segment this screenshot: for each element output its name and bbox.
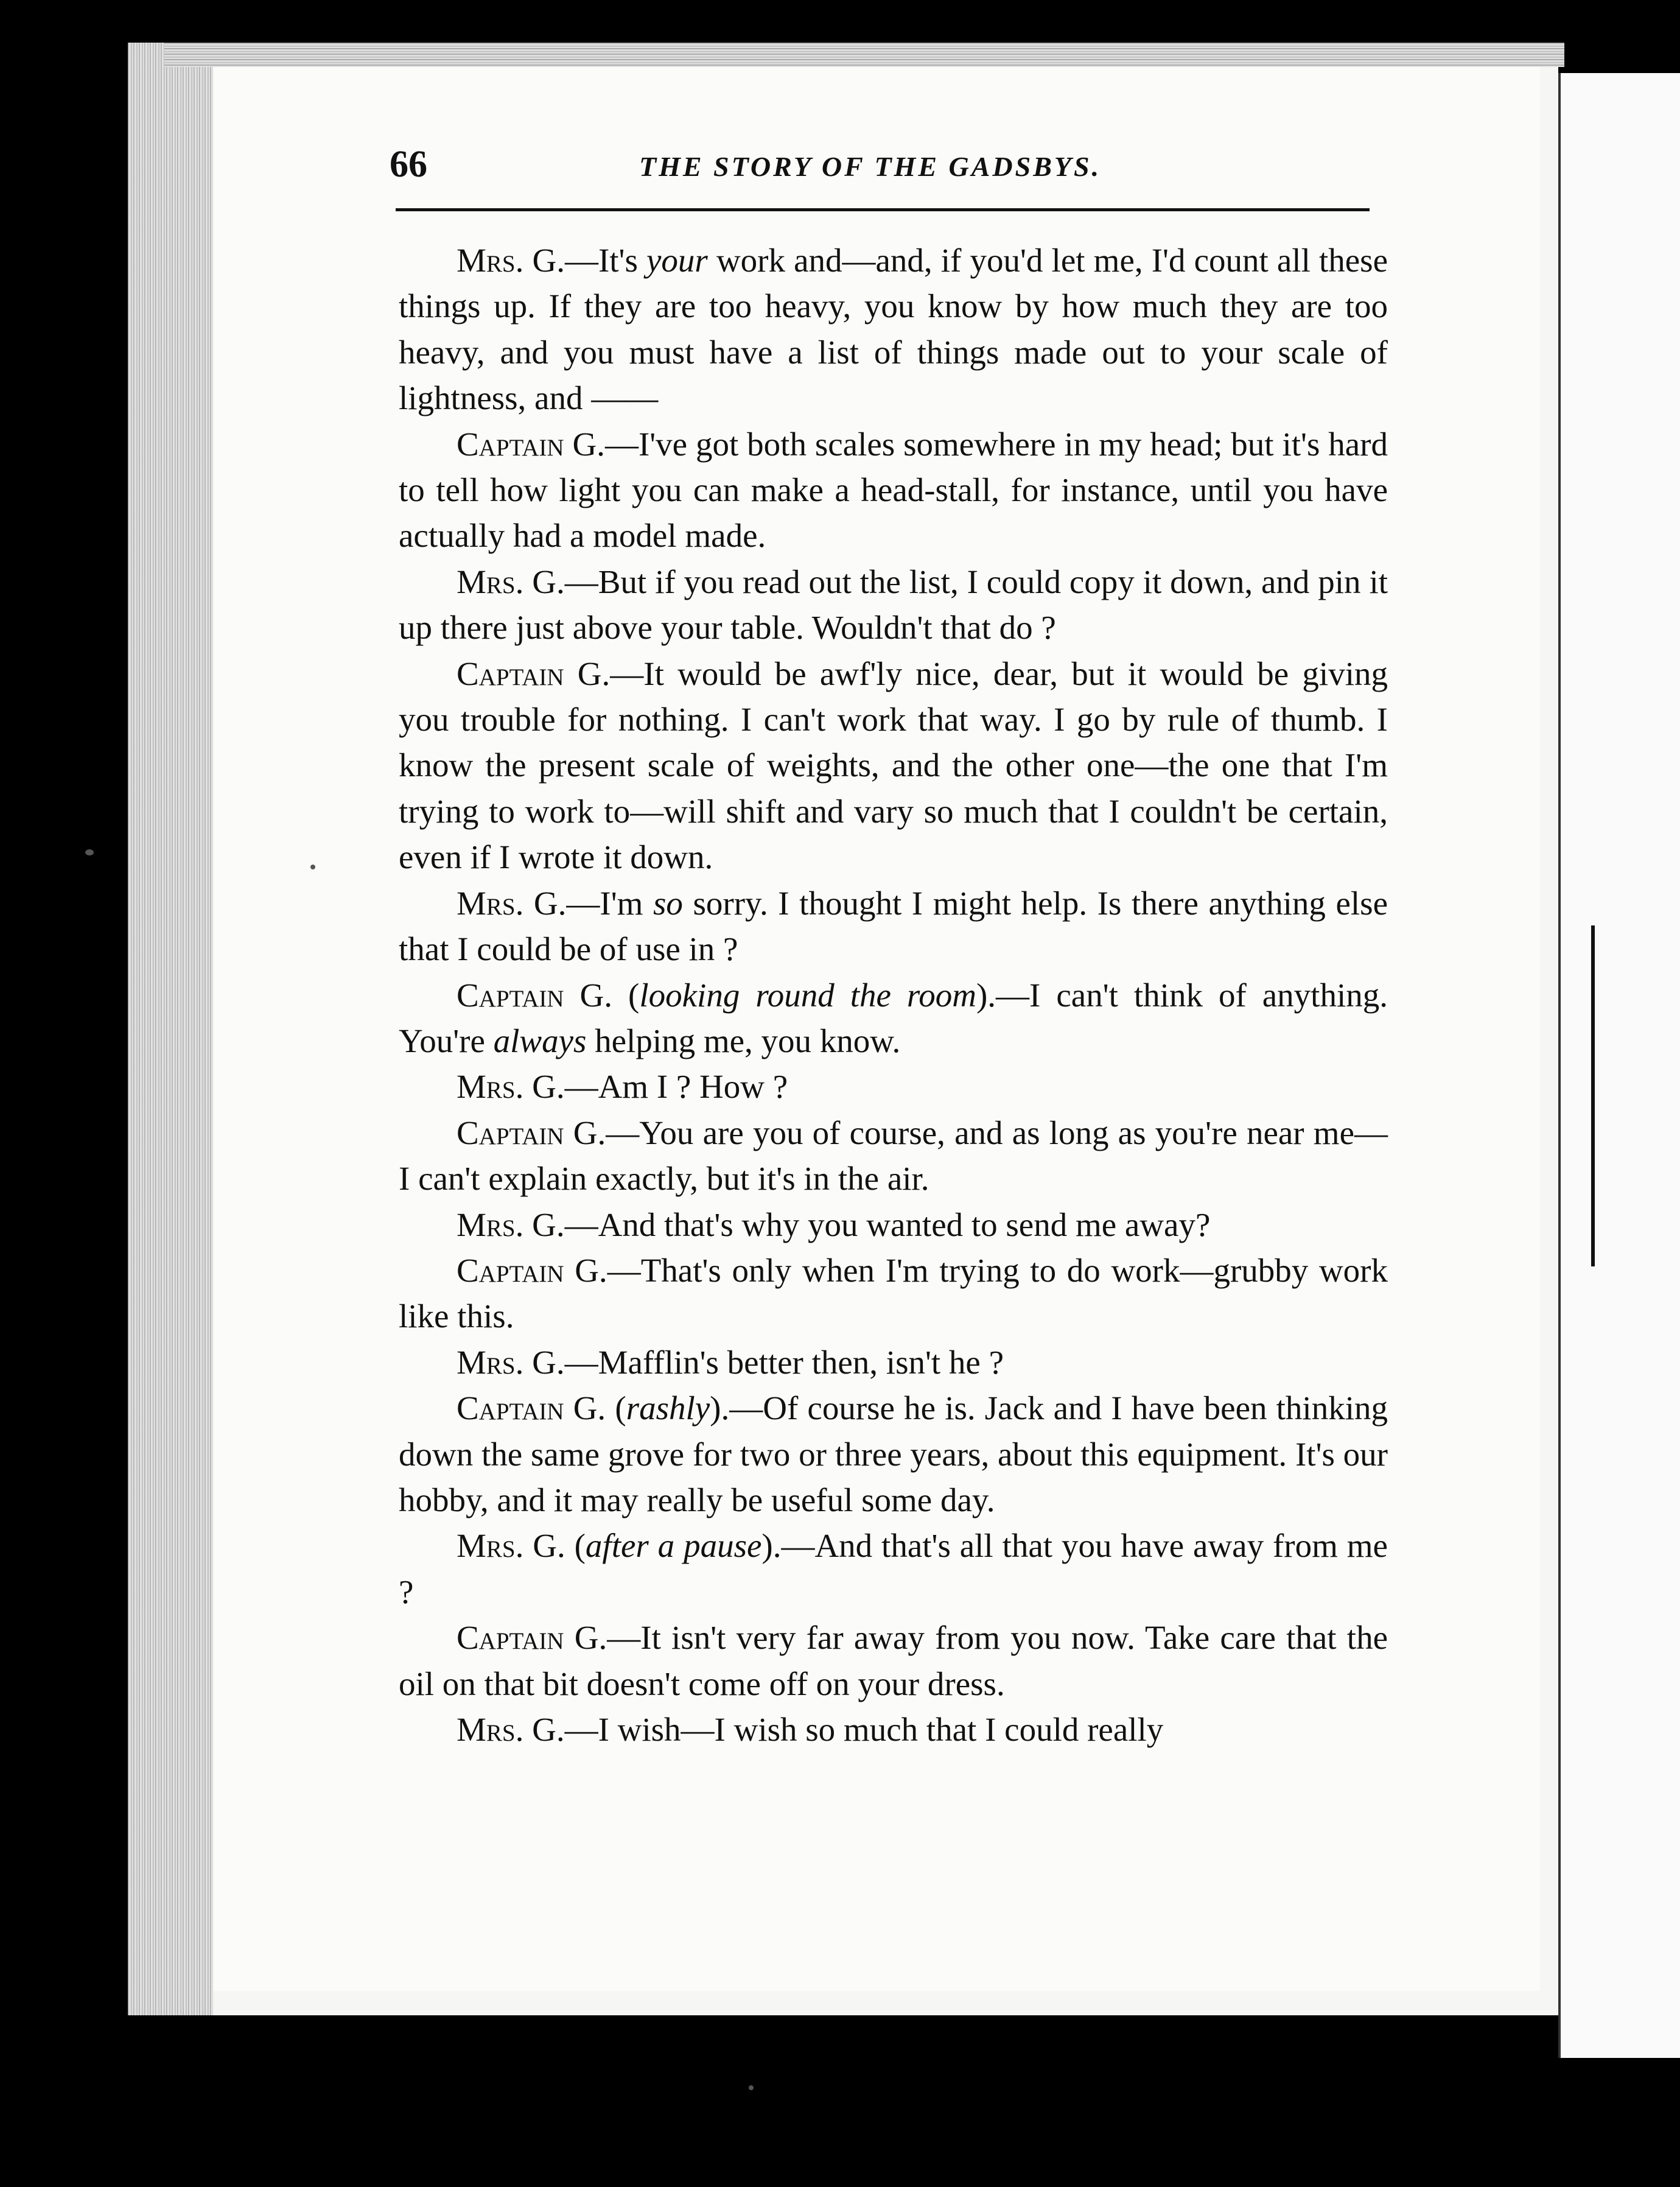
speaker: Mrs. G. <box>457 1343 565 1381</box>
dialogue-paragraph: Captain G.—You are you of course, and as long as you're near me—I can't explain exactly, but it's in the air. <box>399 1114 1388 1198</box>
dialogue-paragraph: Captain G.—I've got both scales somewhere in my head; but it's hard to tell how light you can make a head-stall, for instance, until you have actually had a model made. <box>399 425 1388 555</box>
dialogue-paragraph: Mrs. G.—It's your work and—and, if you'd let me, I'd count all these things up. If they are too heavy, you know by how much they are too heavy, and you must have a list of things made out to your scale of lightness, and —— <box>399 242 1388 417</box>
facing-page-edge <box>1558 73 1680 2058</box>
speaker: Captain G. <box>457 1251 607 1289</box>
scan-speck <box>749 2085 754 2090</box>
speaker: Captain G. <box>457 425 605 463</box>
speaker: Mrs. G. <box>457 1206 565 1243</box>
scan-speck <box>85 849 94 855</box>
speaker: Captain G. <box>457 976 613 1014</box>
dialogue-paragraph: Captain G. (rashly).—Of course he is. Jack and I have been thinking down the same grove for two or three years, about this equipment. It's our hobby, and it may really be useful some day. <box>399 1389 1388 1518</box>
speaker: Captain G. <box>457 1619 607 1657</box>
page-edges-top <box>164 43 1564 67</box>
dialogue-paragraph: Mrs. G.—Am I ? How ? <box>457 1068 788 1106</box>
speaker: Mrs. G. <box>457 1527 565 1565</box>
dialogue-paragraph: Mrs. G.—I wish—I wish so much that I could really <box>457 1711 1164 1748</box>
speaker: Mrs. G. <box>457 1711 565 1748</box>
dialogue-paragraph: Captain G.—It isn't very far away from you now. Take care that the oil on that bit doesn't come off on your dress. <box>399 1619 1388 1702</box>
page-header <box>390 143 1376 192</box>
speaker: Captain G. <box>457 1389 606 1427</box>
page-edges-left <box>128 43 213 2015</box>
speaker: Mrs. G. <box>457 563 565 600</box>
dialogue-paragraph: Captain G. (looking round the room).—I can't think of anything. You're always helping me, you know. <box>399 976 1388 1059</box>
body-text <box>399 237 1388 1752</box>
dialogue-paragraph: Mrs. G.—I'm so sorry. I thought I might help. Is there anything else that I could be of use in ? <box>399 884 1388 968</box>
gutter-shadow <box>1591 925 1595 1266</box>
page-number: 66 <box>390 144 427 185</box>
dialogue-paragraph: Mrs. G. (after a pause).—And that's all that you have away from me ? <box>399 1527 1388 1610</box>
speaker: Mrs. G. <box>457 884 567 922</box>
dialogue-paragraph: Captain G.—It would be awf'ly nice, dear, but it would be giving you trouble for nothing. I can't work that way. I go by rule of thumb. I know the present scale of weights, and the other one—the one that I'm trying to work to—will shift and vary so much that I couldn't be certain, even if I wrote it down. <box>399 655 1388 876</box>
speaker: Mrs. G. <box>457 242 565 279</box>
scan-speck <box>310 865 315 869</box>
speaker: Captain G. <box>457 655 611 692</box>
dialogue-paragraph: Mrs. G.—And that's why you wanted to send me away? <box>457 1206 1211 1243</box>
speaker: Captain G. <box>457 1114 606 1151</box>
dialogue-paragraph: Mrs. G.—Mafflin's better then, isn't he ? <box>457 1343 1004 1381</box>
dialogue-paragraph: Mrs. G.—But if you read out the list, I could copy it down, and pin it up there just above your table. Wouldn't that do ? <box>399 563 1388 647</box>
dialogue-paragraph: Captain G.—That's only when I'm trying to do work—grubby work like this. <box>399 1251 1388 1335</box>
header-rule <box>396 208 1370 211</box>
running-title: THE STORY OF THE GADSBYS. <box>639 151 1102 182</box>
speaker: Mrs. G. <box>457 1068 565 1106</box>
